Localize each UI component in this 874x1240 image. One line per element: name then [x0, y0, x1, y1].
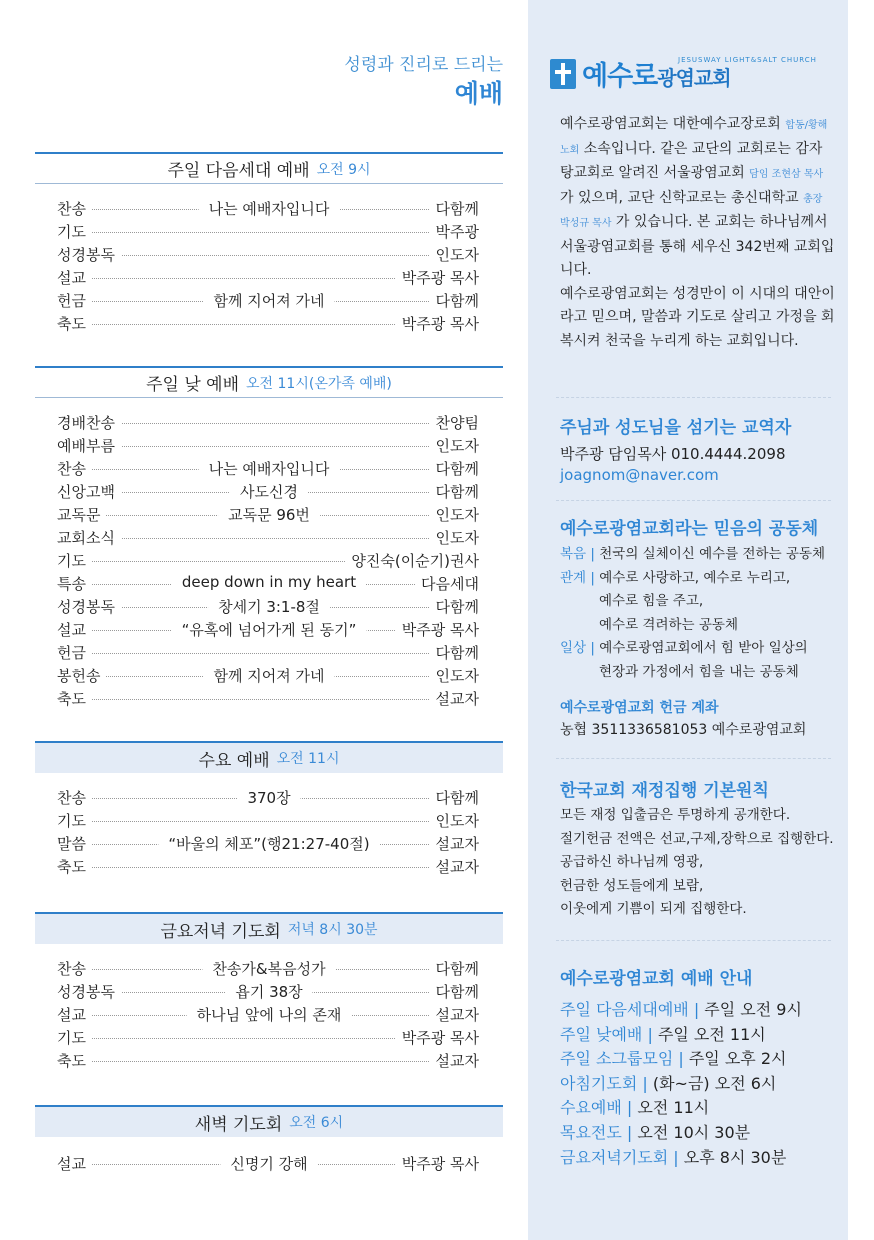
service-title: 주일 낮 예배 오전 11시(온가족 예배): [35, 366, 503, 398]
order-item: 기도: [57, 550, 92, 571]
finance-principles: 모든 재정 입출금은 투명하게 공개한다. 절기헌금 전액은 선교,구제,장학으로 집행한다. 공급하신 하나님께 영광, 헌금한 성도들에게 보람, 이웃에게 기쁨이 되게 집행한다.: [560, 807, 834, 917]
order-item: 설교: [57, 1004, 92, 1025]
order-leader: 설교자: [430, 833, 479, 854]
order-item: 봉헌송: [57, 665, 106, 686]
service-time: 오전 11시(온가족 예배): [246, 375, 392, 392]
order-row: [35, 288, 503, 311]
order-row: [35, 265, 503, 288]
order-row: [35, 1048, 503, 1071]
order-item: 특송: [57, 573, 92, 594]
order-leader: 박주광 목사: [396, 1153, 479, 1174]
order-row: [35, 1002, 503, 1025]
order-item: 설교: [57, 1153, 92, 1174]
order-row: [35, 1151, 503, 1174]
order-leader: 양진숙(이순기)권사: [345, 550, 479, 571]
order-item: 설교: [57, 267, 92, 288]
order-item: 축도: [57, 856, 92, 877]
order-leader: 다함께: [430, 958, 479, 979]
order-item: 성경봉독: [57, 596, 121, 617]
service-time: 저녁 8시 30분: [287, 922, 378, 938]
order-leader: 인도자: [430, 435, 479, 456]
order-row: [35, 808, 503, 831]
service-time: 오전 11시: [276, 751, 340, 767]
divider: [556, 758, 831, 759]
schedule-item: 금요저녁기도회 | 오후 8시 30분: [560, 1147, 787, 1167]
order-leader: 인도자: [430, 810, 479, 831]
order-row: [35, 686, 503, 709]
ministry-title: 주님과 성도님을 섬기는 교역자: [560, 418, 792, 438]
order-leader: 인도자: [430, 527, 479, 548]
service-section: [35, 152, 503, 334]
order-item: 기도: [57, 221, 92, 242]
order-leader: 박주광 목사: [396, 619, 479, 640]
order-content: 370장: [237, 787, 300, 808]
order-row: [35, 456, 503, 479]
order-item: 찬송: [57, 458, 92, 479]
logo-text: 예수로: [582, 61, 658, 92]
order-item: 찬송: [57, 787, 92, 808]
order-content: 욥기 38장: [225, 981, 312, 1002]
schedule-item: 아침기도회 | (화~금) 오전 6시: [560, 1073, 777, 1093]
order-content: 함께 지어져 가네: [204, 290, 335, 311]
divider: [556, 940, 831, 941]
order-row: [35, 956, 503, 979]
order-item: 찬송: [57, 958, 92, 979]
order-leader: 다함께: [430, 481, 479, 502]
schedule-item: 주일 다음세대예배 | 주일 오전 9시: [560, 1000, 802, 1019]
order-leader: 박주광 목사: [396, 267, 479, 288]
order-item: 헌금: [57, 642, 92, 663]
order-row: [35, 854, 503, 877]
schedule-item: 주일 소그룹모임 | 주일 오후 2시: [560, 1049, 787, 1069]
schedule-item: 목요전도 | 오전 10시 30분: [560, 1122, 751, 1142]
service-section: [35, 741, 503, 877]
order-item: 말씀: [57, 833, 92, 854]
schedule-item: 주일 낮예배 | 주일 오전 11시: [560, 1024, 766, 1044]
order-content: 찬송가&복음성가: [202, 958, 335, 979]
order-item: 교회소식: [57, 527, 121, 548]
order-row: [35, 502, 503, 525]
order-content: 함께 지어져 가네: [204, 665, 335, 686]
order-leader: 다함께: [430, 458, 479, 479]
service-section: [35, 912, 503, 1071]
logo-english: JESUSWAY LIGHT&SALT CHURCH: [678, 56, 817, 64]
order-row: [35, 433, 503, 456]
service-title: 금요저녁 기도회 저녁 8시 30분: [35, 912, 503, 944]
order-item: 찬송: [57, 198, 92, 219]
order-row: [35, 311, 503, 334]
order-item: 신앙고백: [57, 481, 121, 502]
order-content: 나는 예배자입니다: [199, 458, 340, 479]
order-row: [35, 571, 503, 594]
order-item: 축도: [57, 1050, 92, 1071]
divider: [556, 500, 831, 501]
order-row: [35, 663, 503, 686]
order-leader: 다함께: [430, 290, 479, 311]
order-item: 교독문: [57, 504, 106, 525]
order-leader: 다함께: [430, 642, 479, 663]
order-leader: 박주광: [430, 221, 479, 242]
tagline: 성령과 진리로 드리는: [344, 55, 503, 75]
order-item: 헌금: [57, 290, 92, 311]
community-list: 복음 | 천국의 실체이신 예수를 전하는 공동체 관계 | 예수로 사랑하고, 예수로 누리고, 예수로 힘을 주고, 예수로 격려하는 공동체 일상 | 예수로광염교회에서 힘 받아 일상의 현장과 가정에서 힘을 내는 공동체: [560, 546, 826, 680]
order-content: 하나님 앞에 나의 존재: [187, 1004, 352, 1025]
order-leader: 박주광 목사: [396, 313, 479, 334]
order-leader: 다함께: [430, 198, 479, 219]
order-item: 예배부름: [57, 435, 121, 456]
order-row: [35, 617, 503, 640]
order-content: 신명기 강해: [220, 1153, 317, 1174]
order-item: 경배찬송: [57, 412, 121, 433]
order-leader: 찬양팀: [430, 412, 479, 433]
order-leader: 설교자: [430, 856, 479, 877]
order-row: [35, 410, 503, 433]
order-content: 사도신경: [230, 481, 308, 502]
order-item: 성경봉독: [57, 244, 121, 265]
order-row: [35, 640, 503, 663]
pastor-contact: 박주광 담임목사 010.4444.2098: [560, 445, 786, 463]
order-row: [35, 479, 503, 502]
order-leader: 설교자: [430, 1004, 479, 1025]
service-title: 수요 예배 오전 11시: [35, 741, 503, 773]
order-leader: 인도자: [430, 504, 479, 525]
service-time: 오전 9시: [316, 161, 371, 178]
order-item: 축도: [57, 313, 92, 334]
order-leader: 박주광 목사: [396, 1027, 479, 1048]
schedule-item: 수요예배 | 오전 11시: [560, 1098, 710, 1118]
order-row: [35, 525, 503, 548]
account-info: 농협 3511336581053 예수로광염교회: [560, 722, 807, 738]
order-row: [35, 979, 503, 1002]
logo-text-small: 광염교회: [657, 66, 731, 90]
order-row: [35, 219, 503, 242]
order-content: “바울의 체포”(행21:27-40절): [158, 833, 379, 854]
order-content: “유혹에 넘어가게 된 동기”: [172, 619, 367, 640]
order-leader: 다함께: [430, 787, 479, 808]
service-title: 새벽 기도회 오전 6시: [35, 1105, 503, 1137]
order-row: [35, 196, 503, 219]
service-time: 오전 6시: [289, 1115, 344, 1131]
order-content: 교독문 96번: [218, 504, 320, 525]
service-section: [35, 366, 503, 709]
email-link[interactable]: joagnom@naver.com: [560, 466, 719, 484]
order-row: [35, 1025, 503, 1048]
schedule-title: 예수로광염교회 예배 안내: [560, 969, 753, 989]
schedule-list: [560, 998, 802, 1170]
sidebar: [528, 0, 848, 1240]
order-content: deep down in my heart: [172, 573, 366, 591]
community-title: 예수로광염교회라는 믿음의 공동체: [560, 519, 819, 539]
order-item: 설교: [57, 619, 92, 640]
page-title: 예배: [454, 79, 503, 108]
order-content: 나는 예배자입니다: [199, 198, 340, 219]
order-item: 기도: [57, 1027, 92, 1048]
order-leader: 다함께: [430, 596, 479, 617]
order-item: 성경봉독: [57, 981, 121, 1002]
order-leader: 인도자: [430, 665, 479, 686]
church-intro: 예수로광염교회는 대한예수교장로회 합동/황해노회 소속입니다. 같은 교단의 교회로는 감자탕교회로 알려진 서울광염교회 담임 조현삼 목사 가 있으며, 교단 신학교로는 총신대학교 총장 박성규 목사 가 있습니다. 본 교회는 하나님께서 서울광염교회를 통해 세우신 342번째 교회입니다. 예수로광염교회는 성경만이 이 시대의 대안이라고 믿으며, 말씀과 기도로 살리고 가정을 회복시켜 천국을 누리게 하는 교회입니다.: [560, 116, 835, 349]
order-leader: 설교자: [430, 688, 479, 709]
order-row: [35, 242, 503, 265]
order-item: 기도: [57, 810, 92, 831]
order-content: 창세기 3:1-8절: [208, 596, 330, 617]
order-item: 축도: [57, 688, 92, 709]
order-leader: 다함께: [430, 981, 479, 1002]
order-row: [35, 548, 503, 571]
finance-title: 한국교회 재정집행 기본원칙: [560, 781, 769, 801]
order-row: [35, 831, 503, 854]
order-leader: 다음세대: [415, 573, 479, 594]
service-title: 주일 다음세대 예배 오전 9시: [35, 152, 503, 184]
order-row: [35, 785, 503, 808]
cross-icon: [550, 59, 576, 89]
order-leader: 설교자: [430, 1050, 479, 1071]
divider: [556, 397, 831, 398]
order-row: [35, 594, 503, 617]
service-section: [35, 1105, 503, 1174]
account-title: 예수로광염교회 헌금 계좌: [560, 700, 719, 716]
order-leader: 인도자: [430, 244, 479, 265]
